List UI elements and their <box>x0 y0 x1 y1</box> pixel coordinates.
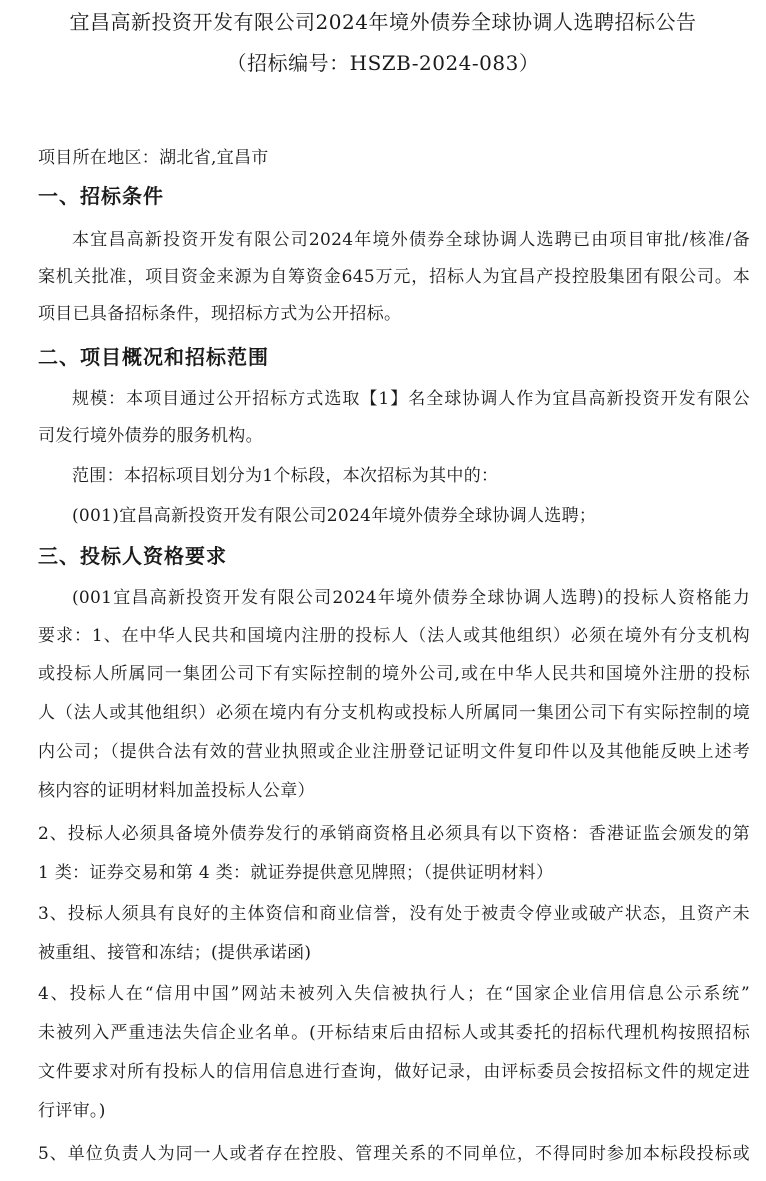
paragraph-line: 文件要求对所有投标人的信用信息进行查询，做好记录，由评标委员会按招标文件的规定进 <box>38 1062 750 1082</box>
paragraph-line: 规模：本项目通过公开招标方式选取【1】名全球协调人作为宜昌高新投资开发有限公 <box>72 389 750 409</box>
section-heading-bidding-conditions: 一、招标条件 <box>38 184 164 208</box>
paragraph-line: 或投标人所属同一集团公司下有实际控制的境外公司,或在中华人民共和国境外注册的投标 <box>38 664 750 684</box>
project-location: 项目所在地区：湖北省,宜昌市 <box>38 148 269 168</box>
paragraph-line: 被重组、接管和冻结；(提供承诺函) <box>38 943 312 963</box>
document-title: 宜昌高新投资开发有限公司2024年境外债券全球协调人选聘招标公告 <box>69 10 697 34</box>
paragraph-line: 范围：本招标项目划分为1个标段，本次招标为其中的： <box>72 466 499 486</box>
paragraph-line: 本宜昌高新投资开发有限公司2024年境外债券全球协调人选聘已由项目审批/核准/备 <box>72 230 750 250</box>
paragraph-line: 未被列入严重违法失信企业名单。(开标结束后由招标人或其委托的招标代理机构按照招标 <box>38 1023 750 1043</box>
paragraph-line: 人（法人或其他组织）必须在境内有分支机构或投标人所属同一集团公司下有实际控制的境 <box>38 703 750 723</box>
paragraph-line: 行评审。) <box>38 1101 106 1121</box>
tender-code: （招标编号：HSZB-2024-083） <box>226 51 540 75</box>
paragraph-line: 核内容的证明材料加盖投标人公章） <box>38 781 315 801</box>
paragraph-line: 案机关批准，项目资金来源为自筹资金645万元，招标人为宜昌产投控股集团有限公司。本 <box>38 267 750 287</box>
section-heading-bidder-qualifications: 三、投标人资格要求 <box>38 544 227 568</box>
paragraph-line: 内公司；（提供合法有效的营业执照或企业注册登记证明文件复印件以及其他能反映上述考 <box>38 742 750 762</box>
paragraph-line: 1 类：证券交易和第 4 类：就证券提供意见牌照；（提供证明材料） <box>38 863 554 883</box>
paragraph-line: 司发行境外债券的服务机构。 <box>38 426 263 446</box>
section-heading-project-overview: 二、项目概况和招标范围 <box>38 345 269 369</box>
paragraph-line: 4、投标人在“信用中国”网站未被列入失信被执行人；在“国家企业信用信息公示系统” <box>38 984 750 1004</box>
paragraph-line: 5、单位负责人为同一人或者存在控股、管理关系的不同单位，不得同时参加本标段投标或 <box>38 1144 750 1164</box>
paragraph-line: (001)宜昌高新投资开发有限公司2024年境外债券全球协调人选聘； <box>72 506 597 526</box>
paragraph-line: 要求：1、在中华人民共和国境内注册的投标人（法人或其他组织）必须在境外有分支机构 <box>38 626 750 646</box>
paragraph-line: 2、投标人必须具备境外债券发行的承销商资格且必须具有以下资格：香港证监会颁发的第 <box>38 824 750 844</box>
paragraph-line: (001宜昌高新投资开发有限公司2024年境外债券全球协调人选聘)的投标人资格能力 <box>72 588 750 608</box>
paragraph-line: 3、投标人须具有良好的主体资信和商业信誉，没有处于被责令停业或破产状态，且资产未 <box>38 904 750 924</box>
paragraph-line: 项目已具备招标条件，现招标方式为公开招标。 <box>38 304 402 324</box>
